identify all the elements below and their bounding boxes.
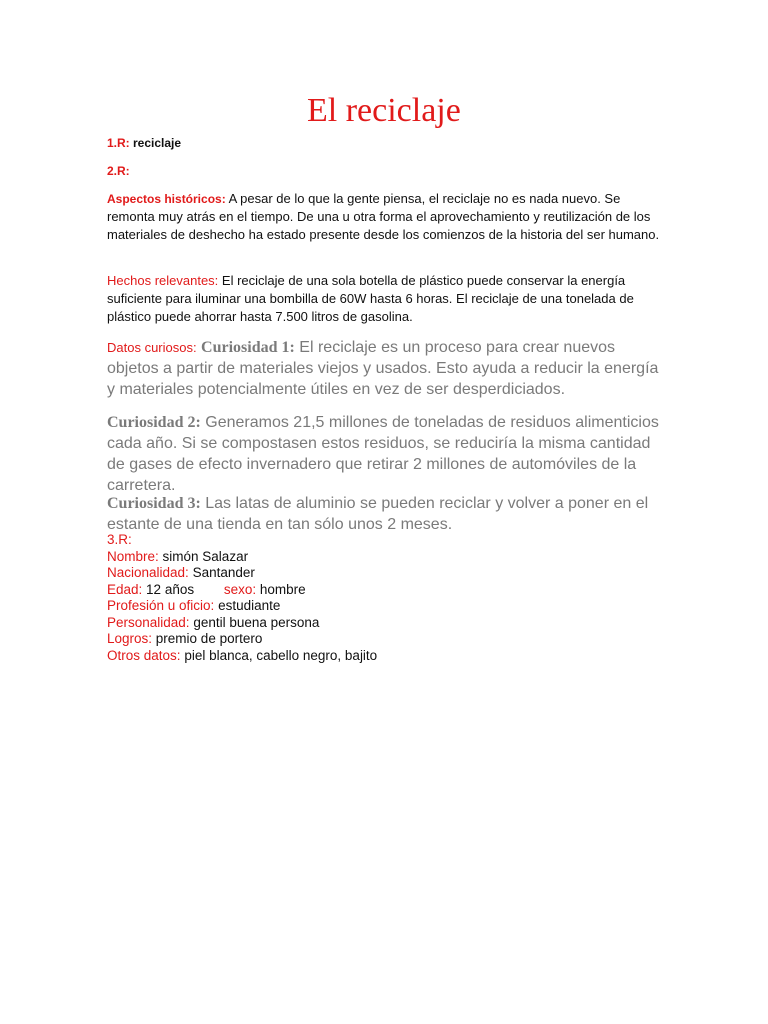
answer-1-label: 1.R: [107,136,130,150]
hechos-relevantes [107,272,662,326]
curiosidad-2-label: Curiosidad 2: [107,414,201,431]
hechos-label: Hechos relevantes: [107,273,219,288]
field-profesion: Profesión u oficio: estudiante [107,598,281,613]
answer-1 [107,134,662,152]
field-nombre: Nombre: simón Salazar [107,548,249,564]
curiosidad-2 [107,412,662,496]
answer-3 [107,532,662,664]
answer-1-value: reciclaje [133,136,182,150]
curiosidad-3 [107,493,662,535]
field-edad-sexo: Edad: 12 años sexo: hombre [107,581,306,597]
aspectos-historicos [107,190,662,244]
curiosidad-1-text: El reciclaje es un proceso para crear nuevos objetos a partir de materiales viejos y usados. Esto ayuda a reducir la energía y materiales potencialmente útiles en vez de ser desperdiciados. [107,339,659,398]
curiosidad-3-text: Las latas de aluminio se pueden reciclar y volver a poner en el estante de una tienda en tan sólo unos 2 meses. [107,495,649,533]
hechos-text: El reciclaje de una sola botella de plástico puede conservar la energía suficiente para iluminar una bombilla de 60W hasta 6 horas. El reciclaje de una tonelada de plástico puede ahorrar hasta 7.500 litros de gasolina. [107,273,634,324]
field-personalidad: Personalidad: gentil buena persona [107,614,320,630]
curiosidad-1 [107,337,662,400]
curiosidad-1-label: Curiosidad 1: [201,339,295,356]
aspectos-text: A pesar de lo que la gente piensa, el reciclaje no es nada nuevo. Se remonta muy atrás en el tiempo. De una u otra forma el aprovechamiento y reutilización de los materiales de deshecho ha estado presente desde los comienzos de la historia del ser humano. [107,191,660,242]
datos-label: Datos curiosos: [107,340,197,355]
field-logros: Logros: premio de portero [107,631,263,646]
answer-3-label: 3.R: [107,532,132,547]
curiosidad-2-text: Generamos 21,5 millones de toneladas de residuos alimenticios cada año. Si se compostasen estos residuos, se reduciría la misma cantidad de gases de efecto invernadero que retirar 2 millones de automóviles de la carretera. [107,414,659,494]
aspectos-label: Aspectos históricos: [107,192,226,206]
curiosidad-3-label: Curiosidad 3: [107,495,201,512]
field-nacionalidad: Nacionalidad: Santander [107,565,255,580]
answer-2 [107,162,662,180]
field-otros-datos: Otros datos: piel blanca, cabello negro, bajito [107,647,378,663]
answer-2-label: 2.R: [107,164,130,178]
